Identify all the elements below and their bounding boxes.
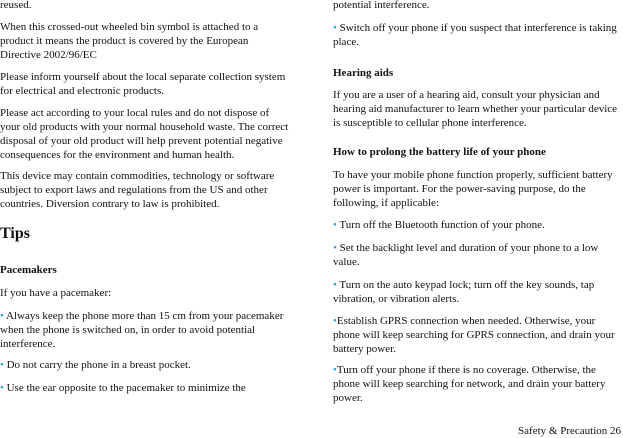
bullet-icon: • [333,219,337,231]
bullet-icon: • [0,359,4,371]
bullet-text: Turn off your phone if there is no coverage. Otherwise, the phone will keep searching for network, and drain your battery power. [333,364,606,404]
bullet-icon: • [0,382,4,394]
bullet-icon: • [333,22,337,34]
bullet-item [333,241,621,269]
page-footer: Safety & Precaution 26 [518,425,621,437]
bullet-text: Always keep the phone more than 15 cm from your pacemaker when the phone is switched on, in order to avoid potential interference. [0,310,284,350]
pacemakers-heading: Pacemakers [0,264,57,276]
paragraph-bin-symbol: When this crossed-out wheeled bin symbol is attached to a product it means the product is covered by the European Directive 2002/96/EC [0,21,259,61]
battery-heading: How to prolong the battery life of your phone [333,146,546,158]
bullet-item [333,363,621,405]
bullet-item [0,309,290,351]
bullet-text: Do not carry the phone in a breast pocket. [6,359,191,371]
bullet-item [333,21,621,49]
bullet-text: Use the ear opposite to the pacemaker to minimize the [6,382,246,394]
bullet-text: Set the backlight level and duration of your phone to a low value. [333,242,599,268]
bullet-item [0,358,290,372]
bullet-item [333,278,621,306]
paragraph-hearing: If you are a user of a hearing aid, consult your physician and hearing aid manufacturer to learn whether your particular device is susceptible to cellular phone interference. [333,89,618,129]
bullet-item [333,314,621,356]
bullet-icon: • [333,279,337,291]
paragraph-collection: Please inform yourself about the local separate collection system for electrical and electronic products. [0,71,286,97]
paragraph-disposal: Please act according to your local rules and do not dispose of your old products with your normal household waste. The correct disposal of your old product will help prevent potential negative consequences for the environment and human health. [0,107,289,161]
bullet-icon: • [0,310,4,322]
paragraph-battery: To have your mobile phone function properly, sufficient battery power is important. For the power-saving purpose, do the following, if applicable: [333,169,613,209]
bullet-icon: • [333,315,337,327]
bullet-item [0,381,290,395]
tips-heading: Tips [0,225,30,242]
bullet-text: Turn on the auto keypad lock; turn off the key sounds, tap vibration, or vibration alerts. [333,279,595,305]
bullet-icon: • [333,242,337,254]
bullet-text: Turn off the Bluetooth function of your phone. [339,219,545,231]
hearing-aids-heading: Hearing aids [333,67,394,79]
bullet-text: Establish GPRS connection when needed. Otherwise, your phone will keep searching for GPRS connection, and drain your battery power. [333,315,615,355]
paragraph-interference: potential interference. [333,0,430,11]
paragraph-export: This device may contain commodities, technology or software subject to export laws and regulations from the US and other countries. Diversion contrary to law is prohibited. [0,170,275,210]
bullet-icon: • [333,364,337,376]
bullet-item [333,218,621,232]
paragraph-reused: reused. [0,0,32,11]
paragraph-pacemaker: If you have a pacemaker: [0,287,112,299]
bullet-text: Switch off your phone if you suspect that interference is taking place. [333,22,617,48]
